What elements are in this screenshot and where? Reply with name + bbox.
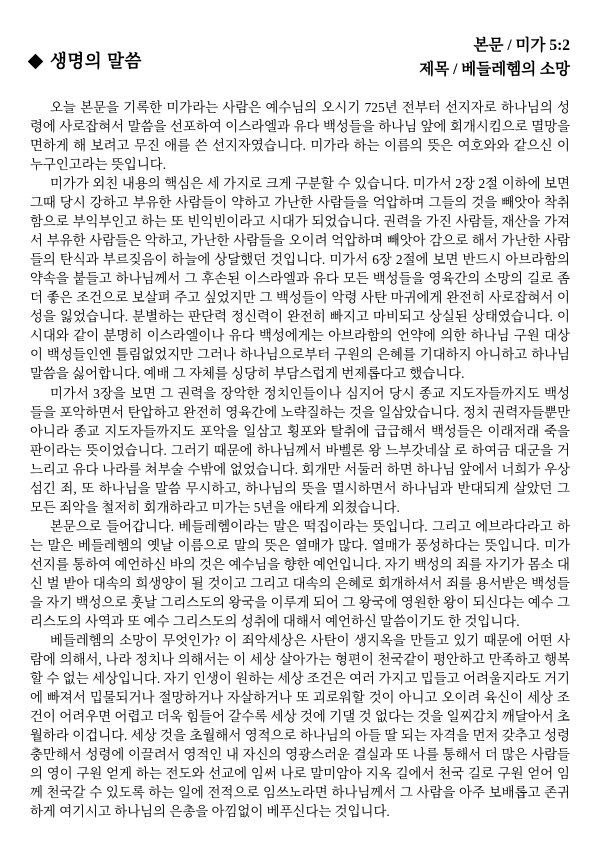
document-header <box>30 34 570 82</box>
page-title: 생명의 말씀 <box>50 51 142 71</box>
paragraph: 미가서 3장을 보면 그 권력을 장악한 정치인들이나 심지어 당시 종교 지도자들까지도 백성들을 포악하면서 탄압하고 완전히 영육간에 노략질하는 것을 일삼았습니다. 정치 권력자들뿐만 아니라 종교 지도자들까지도 포악을 일삼고 횡포와 탈취에 급급해서 백성들은 이래저래 죽을 판이라는 뜻이었습니다. 그러기 때문에 하나님께서 바벨론 왕 느부갓네살 로 하여금 대군을 거느리고 유다 나라를 쳐부술 수밖에 없었습니다. 회개만 서둘러 하면 하나님 앞에서 너희가 우상 섬긴 죄, 또 하나님을 말씀 무시하고, 하나님의 뜻을 멸시하면서 하나님과 반대되게 살았던 그 모든 죄악을 철저히 회개하라고 미가는 5년을 애타게 외쳤습니다. <box>30 385 570 515</box>
header-left-group <box>30 34 142 73</box>
scripture-reference: 본문 / 미가 5:2 <box>473 37 570 54</box>
paragraph: 미가가 외친 내용의 핵심은 세 가지로 크게 구분할 수 있습니다. 미가서 2장 2절 이하에 보면 그때 당시 강하고 부유한 사람들이 약하고 가난한 사람들을 억압하며 그들의 것을 빼앗아 착취함으로 부익부인고 하는 또 빈익빈이라고 시대가 되었습니다. 권력을 가진 사람들, 재산을 가져서 부유한 사람들은 악하고, 가난한 사람들을 오이려 억압하며 빼앗아 감으로 해서 가난한 사람들의 탄식과 부르짖음이 하늘에 상달했던 것입니다. 미가서 6장 2절에 보면 반드시 아브라함의 약속을 붙들고 하나님께서 그 후손된 이스라엘과 유다 모든 백성들을 영육간의 소망의 길로 좀 더 좋은 조건으로 보살펴 주고 싶었지만 그 백성들이 악령 사탄 마귀에게 완전히 사로잡혀서 이성을 잃었습니다. 분별하는 판단력 정신력이 완전히 빠지고 마비되고 상실된 상태였습니다. 이 시대와 같이 분명히 이스라엘이나 유다 백성에게는 아브라함의 언약에 의한 하나님 구원 대상이 백성들인엔 틀림없었지만 그러나 하나님으로부터 구원의 은혜를 기대하지 아니하고 하나님 말씀을 싫어합니다. 예배 그 자체를 싱당히 부담스럽게 번제롭다고 했습니다. <box>30 176 570 382</box>
paragraph: 오늘 본문을 기록한 미가라는 사람은 예수님의 오시기 725년 전부터 선지자로 하나님의 성령에 사로잡혀서 말씀을 선포하여 이스라엘과 유다 백성들을 하나님 앞에 회개시킴으로 멸망을 면하게 해 보려고 무진 애를 쓴 선지자였습니다. 미가라 하는 이름의 뜻은 여호와와 같으신 이 누구인고라는 뜻입니다. <box>30 100 570 173</box>
paragraph: 베들레헴의 소망이 무엇인가? 이 죄악세상은 사탄이 생지옥을 만들고 있기 때문에 어떤 사람에 의해서, 나라 정치나 의해서는 이 세상 살아가는 형편이 천국같이 평안하고 만족하고 행복할 수 없는 세상입니다. 자기 인생이 원하는 세상 조건은 여러 가지고 밉들고 어려울지라도 거기에 빠져서 밉물되거나 절망하거나 자살하거나 또 괴로워할 것이 아니고 오이려 육신이 세상 조건이 어려우면 어렵고 더욱 힘들어 갈수록 세상 것에 기댈 것 없다는 것을 일찌감치 깨달아서 초월하라 이겁니다. 세상 것을 초월해서 영적으로 하나님의 아들 딸 되는 자격을 먼저 갖추고 성령 충만해서 성령에 이끌려서 영적인 내 자신의 영광스러운 결실과 또 나를 통해서 더 많은 사람들의 영이 구원 얻게 하는 전도와 선교에 임써 나로 말미암아 지옥 길에서 천국 길로 구원 얻어 임께 천국갈 수 있도록 하는 일에 전적으로 임쓰노라면 하나님께서 그 사람을 아주 보배롭고 존귀하게 여기시고 하나님의 은총을 아낌없이 베푸신다는 것입니다. <box>30 632 570 820</box>
paragraph: 본문으로 들어갑니다. 베들레헴이라는 말은 떡집이라는 뜻입니다. 그리고 에브라다라고 하는 말은 베들레헴의 옛날 이름으로 말의 뜻은 열매가 많다. 열매가 풍성하다는 뜻입니다. 미가 선지를 통하여 예언하신 바의 것은 예수님을 향한 예언입니다. 자기 백성의 죄를 자기가 몸소 대신 벌 받아 대속의 희생양이 될 것이고 그리고 대속의 은혜로 회개하셔서 죄를 용서받은 백성들을 자기 백성으로 훗날 그리스도의 왕국을 이루게 되어 그 왕국에 영원한 왕이 되신다는 예수 그리스도의 사역과 또 예수 그리스도의 성취에 대해서 예언하신 말씀이기도 한 것입니다. <box>30 518 570 629</box>
diamond-icon <box>28 54 44 70</box>
document-body <box>30 98 570 821</box>
header-right-group <box>419 34 570 82</box>
sermon-subject: 제목 / 베들레헴의 소망 <box>419 61 570 79</box>
